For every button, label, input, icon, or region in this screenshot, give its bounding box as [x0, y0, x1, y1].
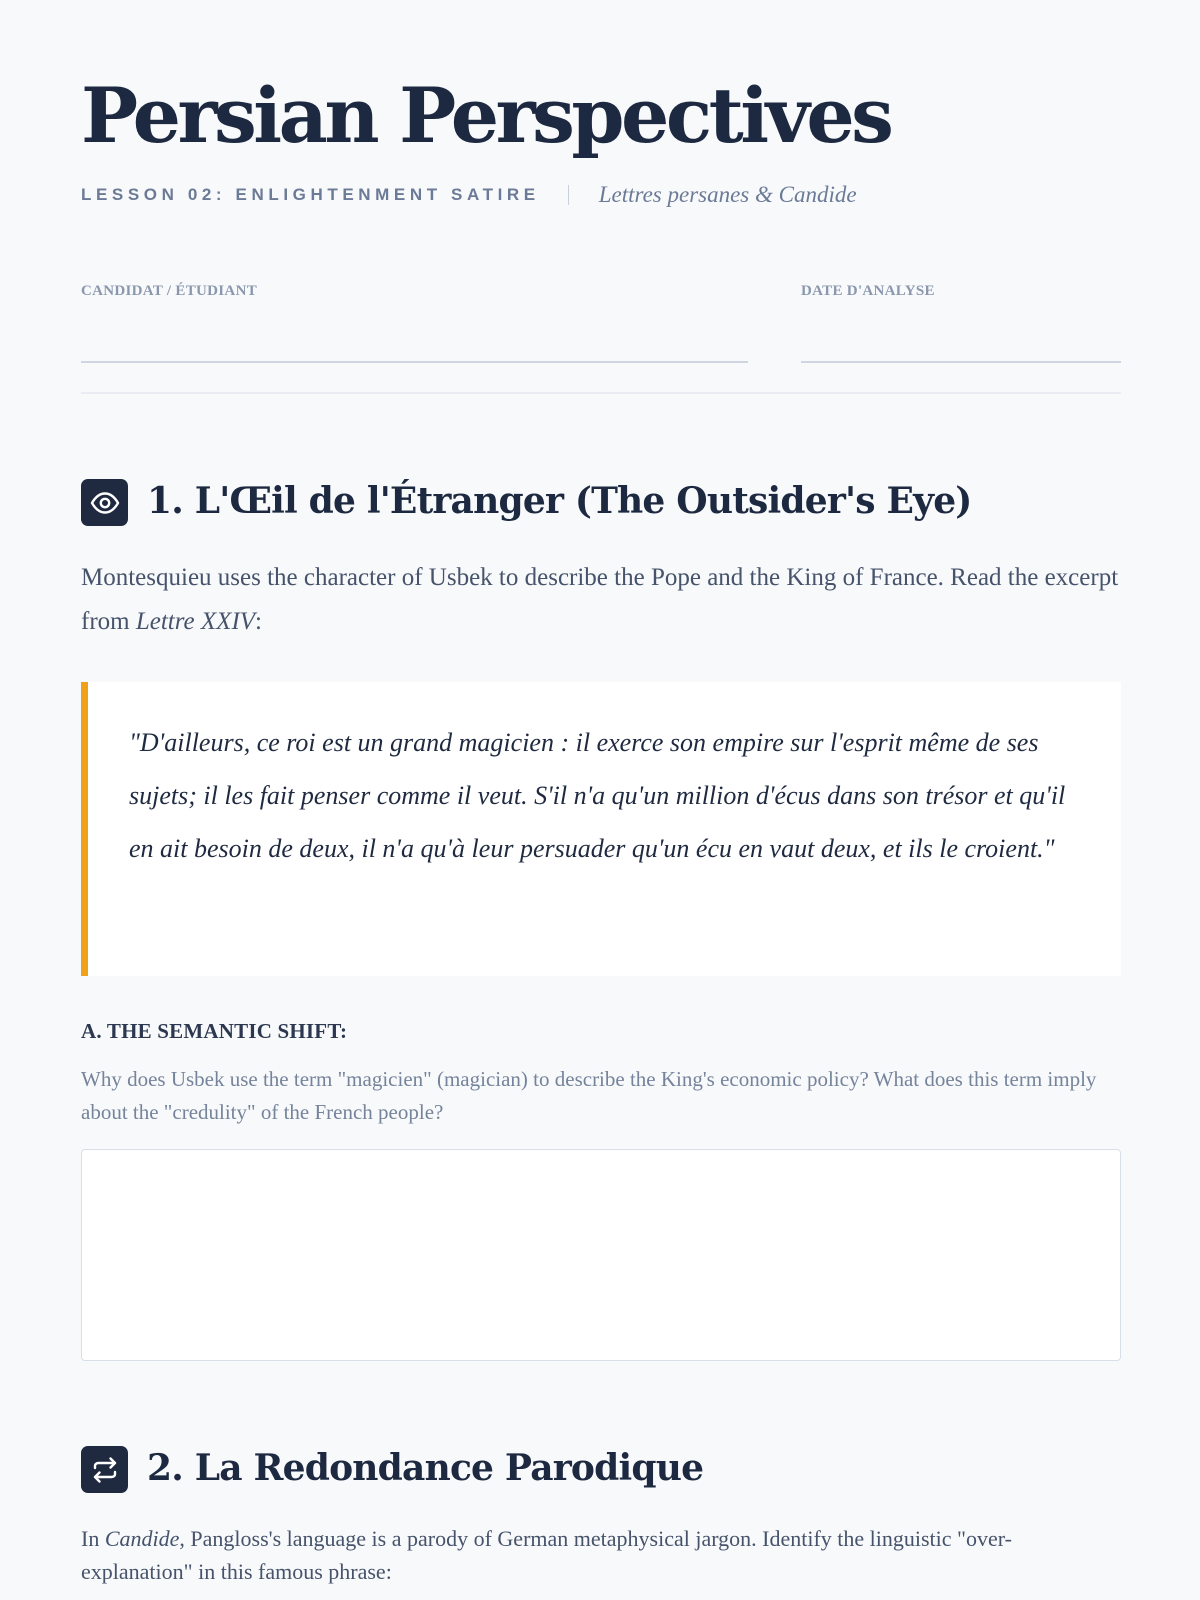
subtitle-row [81, 180, 857, 210]
lesson-label: LESSON 02: ENLIGHTENMENT SATIRE [81, 185, 540, 204]
excerpt-quote-text: "D'ailleurs, ce roi est un grand magicien : il exerce son empire sur l'esprit même de ses sujets; il les fait penser comme il veut. S'il n'a qu'un million d'écus dans son trésor et qu'il en ait besoin de deux, il n'a qu'à leur persuader qu'un écu en vaut deux, et ils le croient." [129, 728, 1066, 863]
swap-arrows-icon [81, 1446, 128, 1493]
header-divider [81, 392, 1121, 394]
subtitle-divider [568, 185, 569, 205]
section-1-intro-work: Lettre XXIV [135, 608, 256, 635]
section-2-intro-work: Candide [104, 1526, 180, 1551]
date-field-label: DATE D'ANALYSE [801, 283, 935, 299]
section-1-intro-text: Montesquieu uses the character of Usbek to describe the Pope and the King of France. Read the excerpt from [81, 564, 1119, 635]
section-2-title: 2. La Redondance Parodique [147, 1447, 704, 1489]
section-1-intro [81, 556, 1121, 644]
section-1-intro-end: : [255, 608, 262, 635]
section-2-intro-text: In [81, 1526, 105, 1551]
question-a-answer-field[interactable] [81, 1149, 1121, 1361]
analysis-date-field[interactable] [801, 318, 1121, 363]
section-2-intro-end: , Pangloss's language is a parody of German metaphysical jargon. Identify the linguistic "over-explanation" in this famous phrase: [81, 1526, 1013, 1584]
question-a-heading: A. THE SEMANTIC SHIFT: [81, 1019, 348, 1043]
excerpt-blockquote [81, 682, 1121, 976]
section-2-intro [81, 1522, 1121, 1588]
student-field-label: CANDIDAT / ÉTUDIANT [81, 283, 258, 299]
eye-icon [81, 479, 128, 526]
works-subtitle: Lettres persanes & Candide [598, 182, 857, 207]
page-title: Persian Perspectives [81, 71, 891, 160]
section-1-title: 1. L'Œil de l'Étranger (The Outsider's Eye) [147, 480, 972, 522]
student-name-field[interactable] [81, 318, 748, 363]
question-a-prompt: Why does Usbek use the term "magicien" (magician) to describe the King's economic policy? What does this term imply about the "credulity" of the French people? [81, 1067, 1097, 1124]
